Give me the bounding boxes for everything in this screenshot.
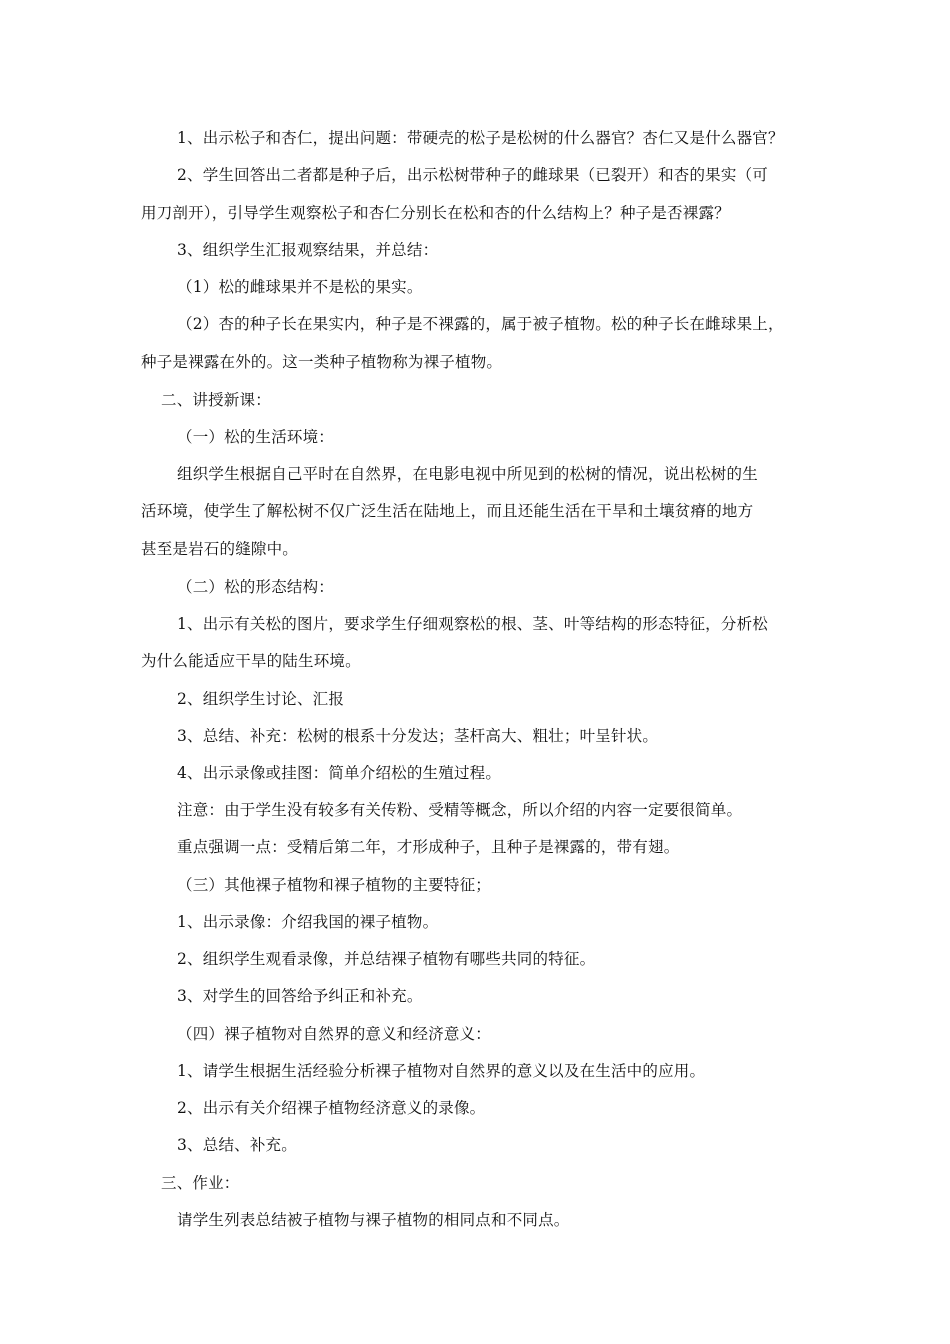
section-heading: 二、讲授新课： — [161, 391, 271, 409]
text-line: 活环境，使学生了解松树不仅广泛生活在陆地上，而且还能生活在干旱和土壤贫瘠的地方 — [141, 502, 754, 520]
text-line: （1）松的雌球果并不是松的果实。 — [177, 278, 423, 296]
section-heading: 三、作业： — [161, 1174, 240, 1192]
text-line: 1、出示有关松的图片，要求学生仔细观察松的根、茎、叶等结构的形态特征，分析松 — [177, 615, 768, 633]
text-line: 注意：由于学生没有较多有关传粉、受精等概念，所以介绍的内容一定要很简单。 — [177, 801, 743, 819]
text-line: 4、出示录像或挂图：简单介绍松的生殖过程。 — [177, 764, 502, 782]
text-line: 为什么能适应干旱的陆生环境。 — [141, 652, 361, 670]
text-line: 2、出示有关介绍裸子植物经济意义的录像。 — [177, 1099, 486, 1117]
text-line: 1、出示松子和杏仁，提出问题：带硬壳的松子是松树的什么器官？杏仁又是什么器官？ — [177, 129, 784, 147]
subsection-heading: （一）松的生活环境： — [177, 428, 335, 446]
text-line: 1、出示录像：介绍我国的裸子植物。 — [177, 913, 439, 931]
text-line: 组织学生根据自己平时在自然界，在电影电视中所见到的松树的情况，说出松树的生 — [177, 465, 758, 483]
text-line: 2、学生回答出二者都是种子后，出示松树带种子的雌球果（已裂开）和杏的果实（可 — [177, 166, 768, 184]
text-line: 3、总结、补充。 — [177, 1136, 297, 1154]
text-line: 重点强调一点：受精后第二年，才形成种子，且种子是裸露的，带有翅。 — [177, 838, 680, 856]
text-line: 请学生列表总结被子植物与裸子植物的相同点和不同点。 — [177, 1211, 570, 1229]
text-line: 用刀剖开），引导学生观察松子和杏仁分别长在松和杏的什么结构上？种子是否裸露？ — [141, 204, 730, 222]
text-line: 甚至是岩石的缝隙中。 — [141, 540, 299, 558]
text-line: 种子是裸露在外的。这一类种子植物称为裸子植物。 — [141, 353, 503, 371]
text-line: （2）杏的种子长在果实内，种子是不裸露的，属于被子植物。松的种子长在雌球果上， — [177, 315, 784, 333]
subsection-heading: （三）其他裸子植物和裸子植物的主要特征； — [177, 876, 492, 894]
text-line: 2、组织学生观看录像，并总结裸子植物有哪些共同的特征。 — [177, 950, 596, 968]
text-line: 3、对学生的回答给予纠正和补充。 — [177, 987, 423, 1005]
text-line: 3、组织学生汇报观察结果，并总结： — [177, 241, 439, 259]
subsection-heading: （二）松的形态结构： — [177, 578, 335, 596]
text-line: 2、组织学生讨论、汇报 — [177, 690, 345, 708]
text-line: 3、总结、补充：松树的根系十分发达；茎杆高大、粗壮；叶呈针状。 — [177, 727, 659, 745]
text-line: 1、请学生根据生活经验分析裸子植物对自然界的意义以及在生活中的应用。 — [177, 1062, 706, 1080]
subsection-heading: （四）裸子植物对自然界的意义和经济意义： — [177, 1025, 492, 1043]
